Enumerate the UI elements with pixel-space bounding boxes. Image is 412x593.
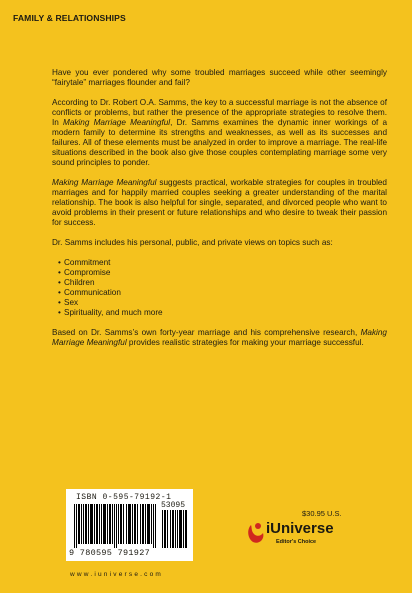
paragraph-text: According to Dr. Robert O.A. Samms, the key to a successful marriage is not the absence of conflicts or problems, but rather the presence of the appropriate strategies to resolve them. In	[52, 98, 387, 127]
topics-list	[52, 258, 387, 318]
book-title: Making Marriage Meaningful	[52, 178, 157, 187]
publisher-logo-name: iUniverse	[266, 520, 334, 537]
paragraph-text: Based on Dr. Samms’s own forty-year marriage and his comprehensive research,	[52, 328, 361, 337]
paragraph-intro	[52, 68, 387, 88]
price-label: $30.95 U.S.	[302, 509, 342, 518]
barcode-bars	[74, 504, 158, 548]
paragraph-text: Dr. Samms includes his personal, public, and private views on topics such as:	[52, 238, 333, 247]
list-item: • Communication	[58, 288, 387, 298]
price-addon-code: 53095	[161, 501, 186, 510]
back-cover-description	[52, 68, 387, 358]
list-item: • Sex	[58, 298, 387, 308]
paragraph-intro-text: Have you ever pondered why some troubled marriages succeed while other seemingly “fairytale” marriages flounder and fail?	[52, 68, 387, 87]
paragraph-text: , Dr. Samms examines the dynamic inner workings of a modern family to determine its strengths and weaknesses, as well as its successes and failures. All of these elements must be analyzed in order to improve a marriage. The real-life situations described in the book also give those couples contemplating marriage some very sound principles to ponder.	[52, 118, 387, 167]
list-item: • Compromise	[58, 268, 387, 278]
addon-barcode-bars	[162, 510, 188, 548]
publisher-logo-tagline: Editor's Choice	[276, 539, 317, 545]
list-item: • Children	[58, 278, 387, 288]
list-item: • Spirituality, and much more	[58, 308, 387, 318]
paragraph-text: provides realistic strategies for making your marriage successful.	[126, 338, 364, 347]
list-item: • Commitment	[58, 258, 387, 268]
isbn-label: ISBN 0-595-79192-1	[76, 493, 172, 502]
paragraph-strategies	[52, 178, 387, 228]
iuniverse-logo-icon	[246, 521, 266, 545]
book-title: Making Marriage Meaningful	[52, 328, 387, 347]
book-title: Making Marriage Meaningful	[63, 118, 171, 127]
category-label: FAMILY & RELATIONSHIPS	[13, 13, 126, 23]
barcode-box	[66, 489, 193, 561]
paragraph-conclusion	[52, 328, 387, 348]
paragraph-text: suggests practical, workable strategies for couples in troubled marriages and for happily married couples seeking a greater understanding of the marital relationship. The book is also helpful for single, separated, and divorced people who want to avoid problems in their present or future relationships and who desire to tweak their passion for success.	[52, 178, 387, 227]
ean-digits: 9 780595 791927	[69, 548, 151, 558]
publisher-website: www.iuniverse.com	[70, 571, 164, 578]
paragraph-topics-intro	[52, 238, 387, 248]
paragraph-author-key	[52, 98, 387, 168]
